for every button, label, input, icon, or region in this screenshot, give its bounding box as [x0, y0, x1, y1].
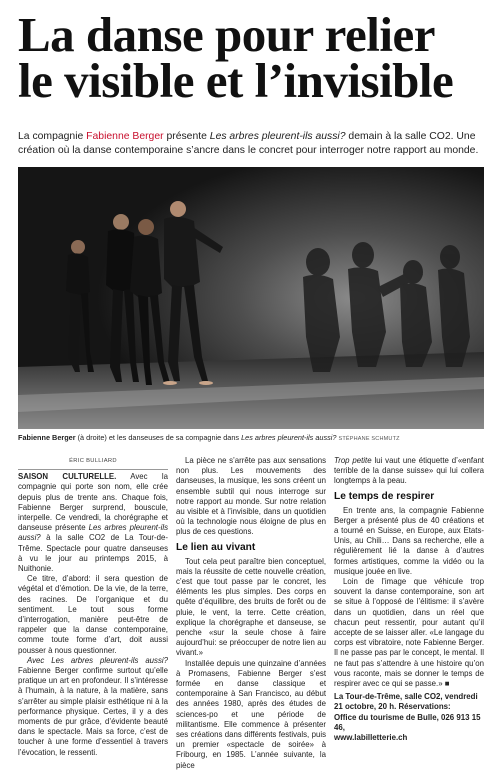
col1-p1-title: Les arbres pleurent-ils aussi? — [18, 523, 169, 543]
col3-p1-title: Trop petite — [334, 456, 372, 465]
caption-title: Les arbres pleurent-ils aussi? — [241, 433, 337, 442]
event-info-line-1: La Tour-de-Trême, salle CO2, vendredi — [334, 692, 478, 702]
caption-paren: (à droite) — [77, 433, 107, 442]
show-title: Les arbres pleurent-ils aussi? — [209, 131, 346, 142]
col1-p3-text: Fabienne Berger confirme surtout qu’elle pratique un art en profondeur. Il s’intéresse à l’humain, à la nature, à la matière, sans s’arrêter au simple plaisir esthétique ni à la performance physique. Certes, il y a des moments de pur grâce, d’évidente beauté dans le spectacle. Mais sa force, c’est de toucher à une forme d’essentiel à travers l’évocation, le ressenti. — [18, 666, 168, 757]
col1-p1-text: Avec la compagnie qui porte son nom, elle crée depuis plus de trente ans. Chaque fois, Fabienne Berger surprend, bouscule, interpelle. Ce vendredi, la chorégraphe et danseuse présente — [18, 472, 168, 533]
col1-paragraph-2: Ce titre, d’abord: il sera question de végétal et d’émotion. De la vie, de la terre, des racines. De l’organique et du sentiment. Le tout sous forme d’interrogation, manière peut-être de rappeler que la danse contemporaine, comme toute forme d’art, doit aussi pousser à nous questionner. — [18, 574, 168, 655]
caption-name: Fabienne Berger — [18, 433, 76, 442]
company-name: Fabienne Berger — [86, 131, 164, 142]
col1-p3-title: Avec Les arbres pleurent-ils aussi? — [27, 655, 168, 665]
ticket-website-link[interactable]: www.labilletterie.ch — [334, 733, 408, 743]
col2-paragraph-1: La pièce ne s’arrête pas aux sensations non plus. Les mouvements des danseuses, la musique, les sons créent un ensemble subtil qui nous interroge sur notre rapport au monde. Sur notre relation au visible et à l’invisible, dans un quotidien où la technologie nous éloigne de plus en plus de ces questions. — [176, 456, 326, 537]
subhead-temps-de-respirer: Le temps de respirer — [334, 490, 435, 502]
headline-line-2: le visible et l’invisible — [18, 53, 454, 108]
byline: ÉRIC BULLIARD — [69, 458, 117, 464]
event-info — [334, 692, 484, 743]
subhead-lien-au-vivant: Le lien au vivant — [176, 541, 256, 553]
headline — [18, 7, 488, 108]
headline-line-1: La danse pour relier — [18, 7, 435, 62]
event-info-line-2: 21 octobre, 20 h. Réservations: — [334, 702, 451, 712]
event-info-line-3: Office du tourisme de Bulle, 026 913 15 46, — [334, 712, 481, 732]
col3-p1-text: lui vaut une étiquette d’«enfant terrible de la danse suisse» qui lui collera longtemps à la peau. — [334, 456, 484, 486]
col2-paragraph-3: Installée depuis une quinzaine d’années à Promasens, Fabienne Berger s’est formée en danse classique et contemporaine à San Francisco, au début des années 1980, après des études de sciences-po et une période de militantisme. Elle commence à présenter ses créations dans différents festivals, puis un premier «spectacle de soirée» à Fribourg, en 1985. L’année suivante, la pièce — [176, 658, 326, 770]
byline-rule — [18, 469, 168, 470]
photo-caption — [18, 433, 484, 444]
col2-paragraph-2: Tout cela peut paraître bien conceptuel, mais la réussite de cette nouvelle création, c’est que tout passe par le concret, les éléments les plus simples. Des corps en quête d’équilibre, des bruits de forêt ou de pluie, le vent, la terre. Cette création, explique la chorégraphe et danseuse, se penche «sur la seule chose à faire aujourd’hui: se préoccuper de notre lien au vivant.» — [176, 556, 326, 658]
lead-prefix: La compagnie — [18, 131, 87, 142]
lead-paragraph — [18, 130, 484, 158]
col3-paragraph-3: Loin de l’image que véhicule trop souvent la danse contemporaine, son art se situe à l’opposé de l’élitisme: il s’avère dans un quotidien, dans un réel que chacun peut ressentir, pour autant qu’il accepte de se laisser aller. «Le langage du corps est vibratoire, note Fabienne Berger. Il ne passe pas par le concept, le mental. Il ne faut pas s’attendre à une histoire qu’on vous raconte, mais se donner le temps de respirer avec ce qui se passe.» ■ — [334, 577, 484, 689]
kicker: SAISON CULTURELLE. — [18, 472, 117, 482]
col1-p1-post: à la salle CO2 de La Tour-de-Trême. Spectacle pour quatre danseuses à vu le jour au printemps 2015, à Nuithonie. — [18, 533, 168, 574]
caption-mid: et les danseuses de sa compagnie dans — [106, 433, 242, 442]
article-column-2 — [176, 456, 326, 771]
photo-credit: STÉPHANE SCHMUTZ — [338, 436, 400, 442]
dance-photo-illustration — [18, 167, 484, 429]
col3-paragraph-2: En trente ans, la compagnie Fabienne Berger a présenté plus de 40 créations et a tourné en Suisse, en Europe, aux Etats-Unis, au Chili… Dans sa recherche, elle a régulièrement lié la danse à d’autres formes artistiques, comme la vidéo ou la musique jouée en live. — [334, 505, 484, 576]
col1-paragraph-1 — [18, 472, 168, 574]
col3-paragraph-1 — [334, 456, 484, 487]
dance-photo — [18, 167, 484, 429]
article-column-1 — [18, 456, 168, 758]
lead-mid: présente — [163, 131, 210, 142]
col1-paragraph-3 — [18, 656, 168, 758]
lead-suffix: demain à la salle CO2. Une création où la danse contemporaine s’ancre dans le concret pour interroger notre rapport au monde. — [18, 131, 479, 156]
article-column-3 — [334, 456, 484, 743]
